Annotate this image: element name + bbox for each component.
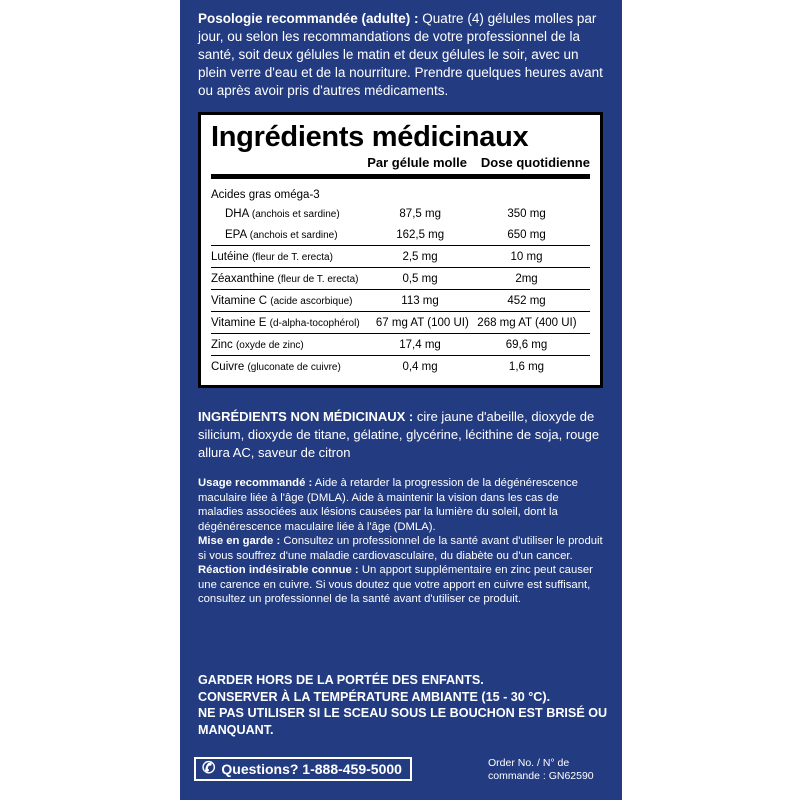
- group-label: Acides gras oméga-3: [211, 188, 320, 201]
- daily-dose-value: 2mg: [515, 272, 538, 285]
- daily-dose-value: 69,6 mg: [505, 338, 548, 351]
- adverse-text: Un apport supplémentaire en zinc peut causer une carence en cuivre. Si vous doutez que votre apport en cuivre est suffisant, consultez un professionnel de la santé avant d'utiliser ce produit.: [198, 564, 593, 605]
- phone-label: Questions? 1-888-459-5000: [221, 761, 402, 777]
- nonmed-label: INGRÉDIENTS NON MÉDICINAUX :: [198, 409, 414, 424]
- ingredient-name: Cuivre (gluconate de cuivre): [211, 360, 341, 373]
- warning-line: NE PAS UTILISER SI LE SCEAU SOUS LE BOUCHON EST BRISÉ OU: [198, 706, 608, 720]
- non-medicinal-ingredients: [198, 408, 604, 462]
- daily-dose-value: 268 mg AT (400 UI): [477, 316, 577, 329]
- caution-text: Consultez un professionnel de la santé avant d'utiliser le produit si vous souffrez d'une maladie cardiovasculaire, du diabète ou d'un cancer.: [198, 535, 603, 562]
- daily-dose-value: 10 mg: [510, 250, 543, 263]
- table-row: [211, 290, 590, 312]
- usage-text: Aide à retarder la progression de la dégénérescence maculaire liée à l'âge (DMLA). Aide à maintenir la vision dans les cas de maladies associées aux lésions causées par la lumière du soleil, dont la dégénérescence maculaire liée à l'âge (DMLA).: [198, 477, 578, 533]
- header-per-capsule: Par gélule molle: [367, 155, 467, 170]
- daily-dose-value: 650 mg: [507, 228, 546, 241]
- table-row: [211, 268, 590, 290]
- daily-dose-value: 350 mg: [507, 208, 546, 220]
- table-row: [211, 246, 590, 268]
- storage-warnings: [198, 672, 608, 738]
- ingredient-name: Vitamine E (d-alpha-tocophérol): [211, 316, 360, 329]
- facts-title: Ingrédients médicinaux: [211, 121, 529, 153]
- ingredient-group-omega3: [211, 185, 590, 204]
- header-spacer: [211, 155, 359, 170]
- order-line-1: Order No. / N° de: [488, 757, 570, 769]
- warning-line: GARDER HORS DE LA PORTÉE DES ENFANTS.: [198, 673, 484, 687]
- per-capsule-value: 67 mg AT (100 UI): [375, 316, 469, 329]
- per-capsule-value: 162,5 mg: [396, 228, 445, 241]
- per-capsule-value: 113 mg: [401, 294, 439, 307]
- ingredient-name: EPA (anchois et sardine): [225, 228, 338, 241]
- ingredient-name: Vitamine C (acide ascorbique): [211, 294, 353, 307]
- ingredient-name: Zinc (oxyde de zinc): [211, 338, 304, 351]
- per-capsule-value: 87,5 mg: [399, 208, 441, 220]
- table-row: [211, 224, 590, 246]
- dosage-paragraph: [198, 10, 604, 100]
- product-info: [198, 476, 604, 607]
- warning-line: CONSERVER À LA TEMPÉRATURE AMBIANTE (15 - 30 °C).: [198, 689, 551, 704]
- medicinal-ingredients-table: [198, 112, 603, 388]
- caution-label: Mise en garde :: [198, 535, 281, 547]
- warning-line: MANQUANT.: [198, 722, 274, 737]
- phone-icon: ✆: [202, 760, 216, 777]
- usage-label: Usage recommandé :: [198, 477, 313, 489]
- dosage-text: Quatre (4) gélules molles par jour, ou selon les recommandations de votre professionnel de la santé, soit deux gélules le matin et deux gélules le soir, avec un plein verre d'eau et de la nourriture. Prendre quelques heures avant ou après avoir pris d'autres médicaments.: [198, 11, 603, 98]
- facts-column-headers: [211, 155, 590, 179]
- table-row: [211, 334, 590, 356]
- per-capsule-value: 2,5 mg: [402, 250, 438, 263]
- adverse-label: Réaction indésirable connue :: [198, 564, 359, 576]
- table-row: [211, 204, 590, 224]
- order-number: [488, 757, 608, 783]
- caution-paragraph: [198, 534, 604, 563]
- order-line-2: commande : GN62590: [488, 770, 594, 782]
- ingredient-name: Lutéine (fleur de T. erecta): [211, 250, 333, 263]
- usage-paragraph: [198, 476, 604, 534]
- adverse-paragraph: [198, 563, 604, 607]
- ingredient-name: DHA (anchois et sardine): [225, 208, 340, 220]
- per-capsule-value: 17,4 mg: [399, 338, 441, 351]
- daily-dose-value: 452 mg: [507, 294, 546, 307]
- header-daily-dose: Dose quotidienne: [480, 155, 590, 170]
- per-capsule-value: 0,4 mg: [402, 360, 438, 373]
- table-row: [211, 312, 590, 334]
- daily-dose-value: 1,6 mg: [508, 360, 545, 373]
- ingredient-name: Zéaxanthine (fleur de T. erecta): [211, 272, 359, 285]
- nonmed-text: cire jaune d'abeille, dioxyde de silicium, dioxyde de titane, gélatine, glycérine, lécithine de soja, rouge allura AC, saveur de citron: [198, 409, 600, 460]
- table-row: [211, 356, 590, 377]
- per-capsule-value: 0,5 mg: [402, 272, 438, 285]
- label-panel: [180, 0, 622, 800]
- dosage-label: Posologie recommandée (adulte) :: [198, 11, 419, 26]
- questions-phone-box: [194, 757, 412, 781]
